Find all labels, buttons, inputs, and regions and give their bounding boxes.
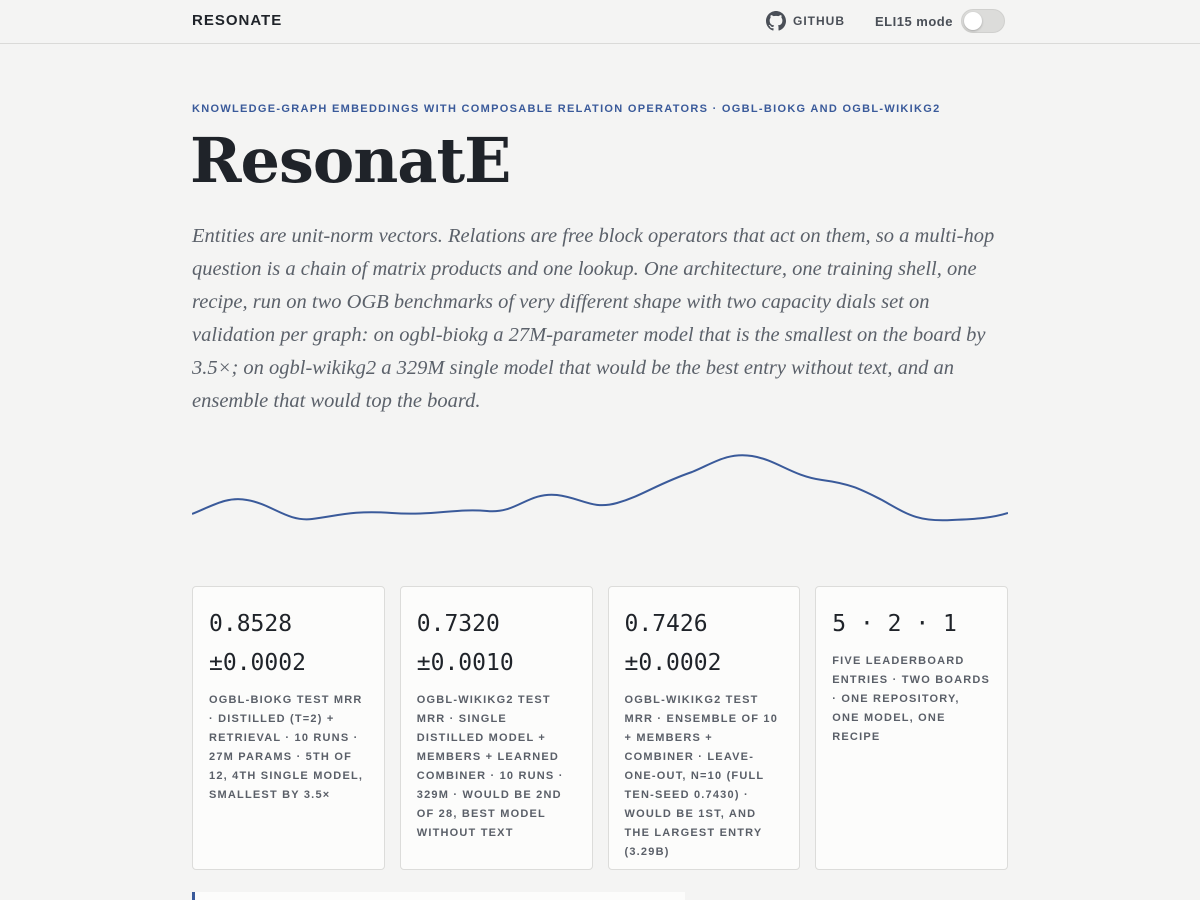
page-title: ResonatE [190, 124, 511, 197]
hero-eyebrow: KNOWLEDGE-GRAPH EMBEDDINGS WITH COMPOSABLE RELATION OPERATORS · OGBL-BIOKG AND OGBL-WIKIKG2 [192, 103, 941, 115]
eli15-toggle[interactable] [961, 9, 1005, 33]
stats-grid [192, 586, 1008, 870]
stat-card-wikikg2-single [400, 586, 593, 870]
stat-value: 0.7320 [416, 611, 500, 637]
stat-card-biokg [192, 586, 385, 870]
github-label: GITHUB [793, 14, 845, 28]
stat-caption: OGBL-BIOKG TEST MRR · DISTILLED (T=2) + RETRIEVAL · 10 RUNS · 27M PARAMS · 5TH OF 12, 4TH SINGLE MODEL, SMALLEST BY 3.5× [209, 694, 364, 801]
stat-caption: FIVE LEADERBOARD ENTRIES · TWO BOARDS · ONE REPOSITORY, ONE MODEL, ONE RECIPE [832, 655, 991, 743]
hero-lede: Entities are unit-norm vectors. Relations are free block operators that act on them, so a multi-hop question is a chain of matrix products and one lookup. One architecture, one training shell, one recipe, run on two OGB benchmarks of very different shape with two capacity dials set on validation per graph: on ogbl-biokg a 27M-parameter model that is the smallest on the board by 3.5×; on ogbl-wikikg2 a 329M single model that would be the best entry without text, and an ensemble that would top the board. [192, 225, 995, 412]
top-navbar [0, 0, 1200, 44]
stat-caption: OGBL-WIKIKG2 TEST MRR · SINGLE DISTILLED MODEL + MEMBERS + LEARNED COMBINER · 10 RUNS · 329M · WOULD BE 2ND OF 28, BEST MODEL WITHOUT TEXT [416, 694, 564, 839]
brand-logo[interactable]: RESONATE [192, 12, 283, 29]
stat-card-wikikg2-ensemble [608, 586, 801, 870]
stat-error: ±0.0002 [209, 650, 306, 676]
eli15-label: ELI15 mode [875, 13, 953, 29]
stat-caption: OGBL-WIKIKG2 TEST MRR · ENSEMBLE OF 10 + MEMBERS + COMBINER · LEAVE-ONE-OUT, N=10 (FULL TEN-SEED 0.7430) · WOULD BE 1ST, AND THE LARGEST ENTRY (3.29B) [624, 694, 779, 858]
stat-value: 0.8528 [209, 611, 293, 637]
callout-block [192, 892, 685, 900]
stat-value: 5 · 2 · 1 [832, 611, 957, 637]
github-icon [766, 11, 786, 31]
stat-value: 0.7426 [624, 611, 708, 637]
stat-error: ±0.0002 [624, 650, 722, 676]
decorative-wave [192, 440, 1008, 540]
stat-card-summary [815, 586, 1008, 870]
wave-line [192, 455, 1008, 520]
stat-error: ±0.0010 [416, 650, 514, 676]
eli15-control [875, 9, 1005, 33]
toggle-knob [964, 12, 982, 30]
github-link[interactable] [766, 10, 845, 32]
